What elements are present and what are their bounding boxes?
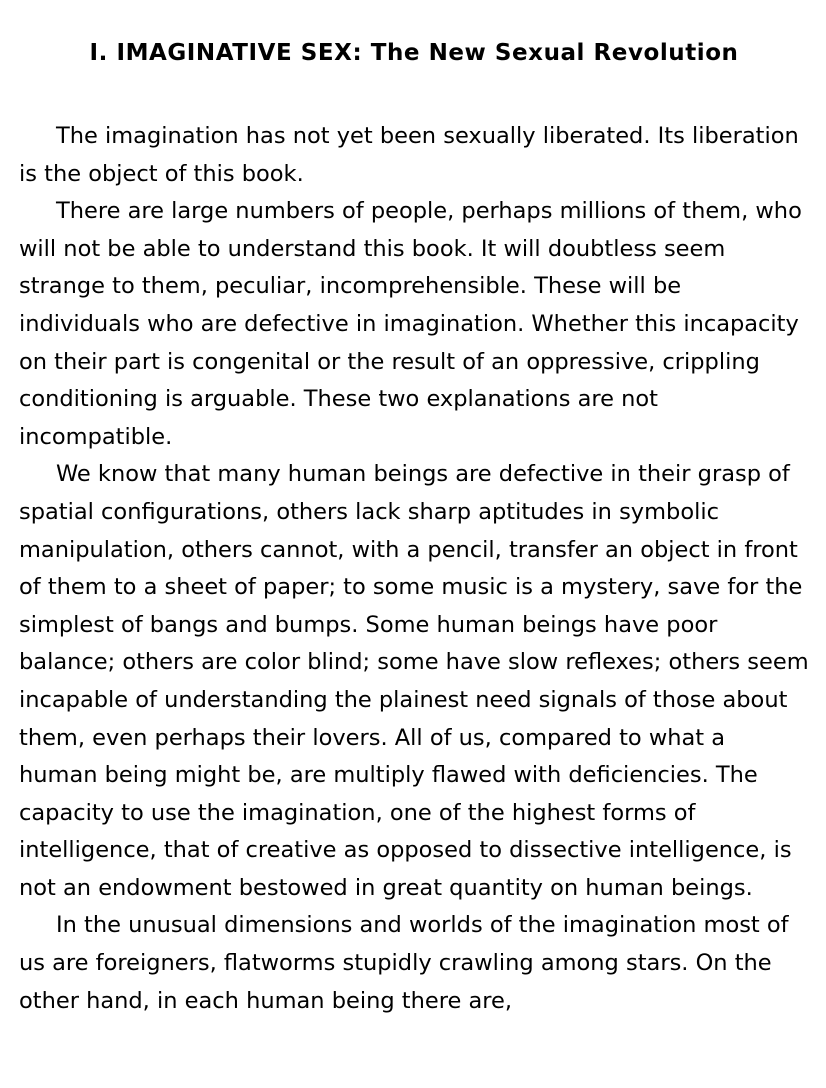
paragraph: We know that many human beings are defective in their grasp of spatial configurations, others lack sharp aptitudes in symbolic manipulation, others cannot, with a pencil, transfer an object in front of them to a sheet of paper; to some music is a mystery, save for the simplest of bangs and bumps. Some human beings have poor balance; others are color blind; some have slow reflexes; others seem incapable of understanding the plainest need signals of those about them, even perhaps their lovers. All of us, compared to what a human being might be, are multiply flawed with deficiencies. The capacity to use the imagination, one of the highest forms of intelligence, that of creative as opposed to dissective intelligence, is not an endowment bestowed in great quantity on human beings.: [19, 461, 809, 901]
document-page: [19, 36, 809, 1020]
paragraph: The imagination has not yet been sexually liberated. Its liberation is the object of this book.: [19, 123, 799, 187]
paragraph: In the unusual dimensions and worlds of the imagination most of us are foreigners, flatworms stupidly crawling among stars. On the other hand, in each human being there are,: [19, 912, 789, 1014]
chapter-title: I. IMAGINATIVE SEX: The New Sexual Revolution: [89, 40, 739, 66]
chapter-body: [19, 118, 809, 1020]
paragraph: There are large numbers of people, perhaps millions of them, who will not be able to understand this book. It will doubtless seem strange to them, peculiar, incomprehensible. These will be individuals who are defective in imagination. Whether this incapacity on their part is congenital or the result of an oppressive, crippling conditioning is arguable. These two explanations are not incompatible.: [19, 198, 802, 450]
